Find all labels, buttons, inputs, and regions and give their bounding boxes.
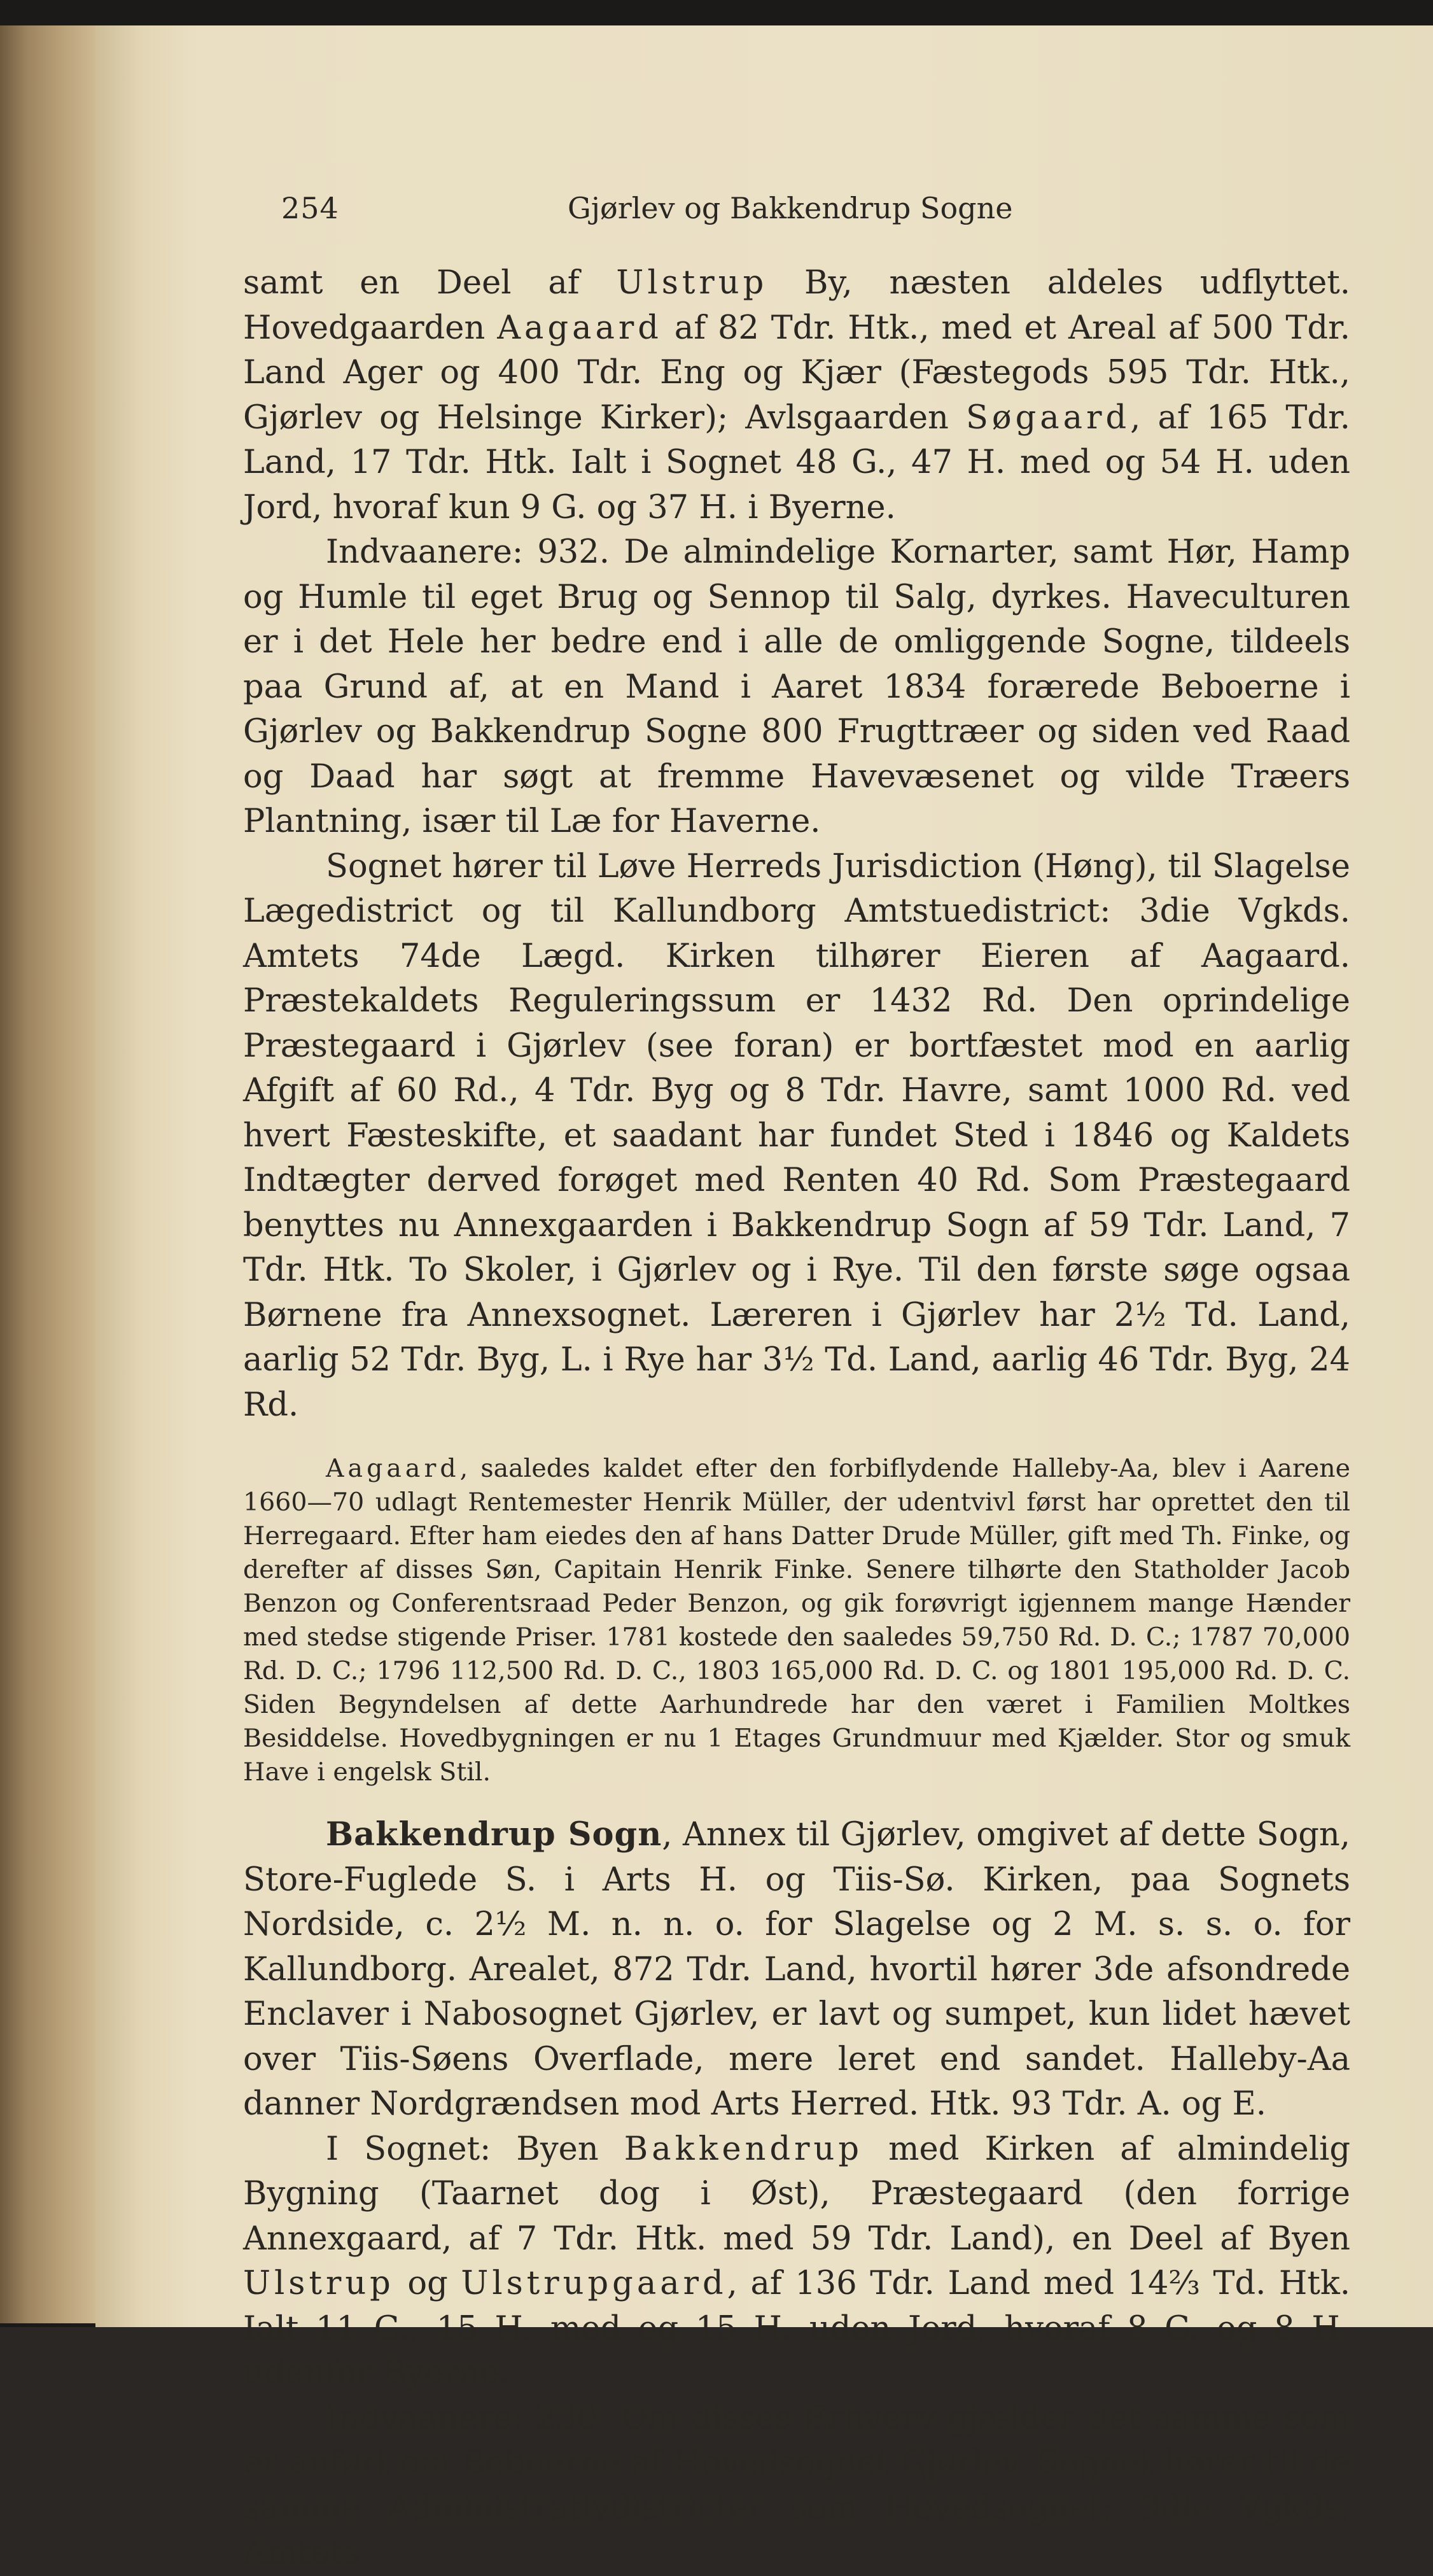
- section-title-bakkendrup: Bakkendrup Sogn: [326, 1815, 662, 1854]
- paragraph-gjorlev-jurisdiction: Sognet hører til Løve Herreds Jurisdiction (Høng), til Slagelse Lægedistrict og til Kallundborg Amtstuedistrict: 3die Vgkds. Amtets 74de Lægd. Kirken tilhører Eieren af Aagaard. Præstekaldets Reguleringssum er 1432 Rd. Den oprindelige Præstegaard i Gjørlev (see foran) er bortfæstet mod en aarlig Afgift af 60 Rd., 4 Tdr. Byg og 8 Tdr. Havre, samt 1000 Rd. ved hvert Fæsteskifte, et saadant har fundet Sted i 1846 og Kaldets Indtægter derved forøget med Renten 40 Rd. Som Præstegaard benyttes nu Annexgaarden i Bakkendrup Sogn af 59 Tdr. Land, 7 Tdr. Htk. To Skoler, i Gjørlev og i Rye. Til den første søge ogsaa Børnene fra Annexsognet. Læreren i Gjørlev har 2½ Td. Land, aarlig 52 Tdr. Byg, L. i Rye har 3½ Td. Land, aarlig 46 Tdr. Byg, 24 Rd.: [243, 847, 1350, 1424]
- paragraph-bakkendrup-2: I Sognet: Byen Bakkendrup med Kirken af almindelig Bygning (Taarnet dog i Øst), Præstegaard (den forrige Annexgaard, af 7 Tdr. Htk. med 59 Tdr. Land), en Deel af Byen Ulstrup og Ulstrupgaard, af 136 Tdr. Land med 14⅔ Td. Htk. Ialt 11 G., 15 H. med og 15 H. uden Jord, hvoraf 8 G. og 8 H. udenfor Byerne.: [243, 2130, 1351, 2392]
- paragraph-bakkendrup-3: Indvaanere: 230. Om disses Erhverv gjælder det samme som er anført om Beboerne af Hovedsognet Gjørlev. Sognet hører til de samme Administrativdistricter som Hovedsognet; 3die Vgkds. Amtets: [243, 2399, 1350, 2572]
- page-number: 254: [281, 191, 339, 225]
- running-header: [243, 185, 1350, 242]
- paragraph-bakkendrup-1: Bakkendrup Sogn, Annex til Gjørlev, omgivet af dette Sogn, Store-Fuglede S. i Arts H. og Tiis-Sø. Kirken, paa Sognets Nordside, c. 2½ M. n. n. o. for Slagelse og 2 M. s. s. o. for Kallundborg. Arealet, 872 Tdr. Land, hvortil hører 3de afsondrede Enclaver i Nabosognet Gjørlev, er lavt og sumpet, kun lidet hævet over Tiis-Søens Overflade, mere leret end sandet. Halleby-Aa danner Nordgrændsen mod Arts Herred. Htk. 93 Tdr. A. og E.: [243, 1815, 1350, 2123]
- page-content: [243, 185, 1350, 2576]
- paragraph-gjorlev-inhabitants: Indvaanere: 932. De almindelige Kornarter, samt Hør, Hamp og Humle til eget Brug og Sennop til Salg, dyrkes. Haveculturen er i det Hele her bedre end i alle de omliggende Sogne, tildeels paa Grund af, at en Mand i Aaret 1834 forærede Beboerne i Gjørlev og Bakkendrup Sogne 800 Frugttræer og siden ved Raad og Daad har søgt at fremme Havevæsenet og vilde Træers Plantning, især til Læ for Haverne.: [243, 533, 1350, 840]
- paragraph-gjorlev-1: samt en Deel af Ulstrup By, næsten aldeles udflyttet. Hovedgaarden Aagaard af 82 Tdr. Htk., med et Areal af 500 Tdr. Land Ager og 400 Tdr. Eng og Kjær (Fæstegods 595 Tdr. Htk., Gjørlev og Helsinge Kirker); Avlsgaarden Søgaard, af 165 Tdr. Land, 17 Tdr. Htk. Ialt i Sognet 48 G., 47 H. med og 54 H. uden Jord, hvoraf kun 9 G. og 37 H. i Byerne.: [243, 264, 1351, 526]
- footnote-aagaard: Aagaard, saaledes kaldet efter den forbiflydende Halleby-Aa, blev i Aarene 1660—70 udlagt Rentemester Henrik Müller, der udentvivl først har oprettet den til Herregaard. Efter ham eiedes den af hans Datter Drude Müller, gift med Th. Finke, og derefter af disses Søn, Capitain Henrik Finke. Senere tilhørte den Statholder Jacob Benzon og Conferentsraad Peder Benzon, og gik forøvrigt igjennem mange Hænder med stedse stigende Priser. 1781 kostede den saaledes 59,750 Rd. D. C.; 1787 70,000 Rd. D. C.; 1796 112,500 Rd. D. C., 1803 165,000 Rd. D. C. og 1801 195,000 Rd. D. C. Siden Begyndelsen af dette Aarhundrede har den været i Familien Moltkes Besiddelse. Hovedbygningen er nu 1 Etages Grundmuur med Kjælder. Stor og smuk Have i engelsk Stil.: [243, 1454, 1350, 1787]
- running-title: Gjørlev og Bakkendrup Sogne: [568, 191, 1013, 225]
